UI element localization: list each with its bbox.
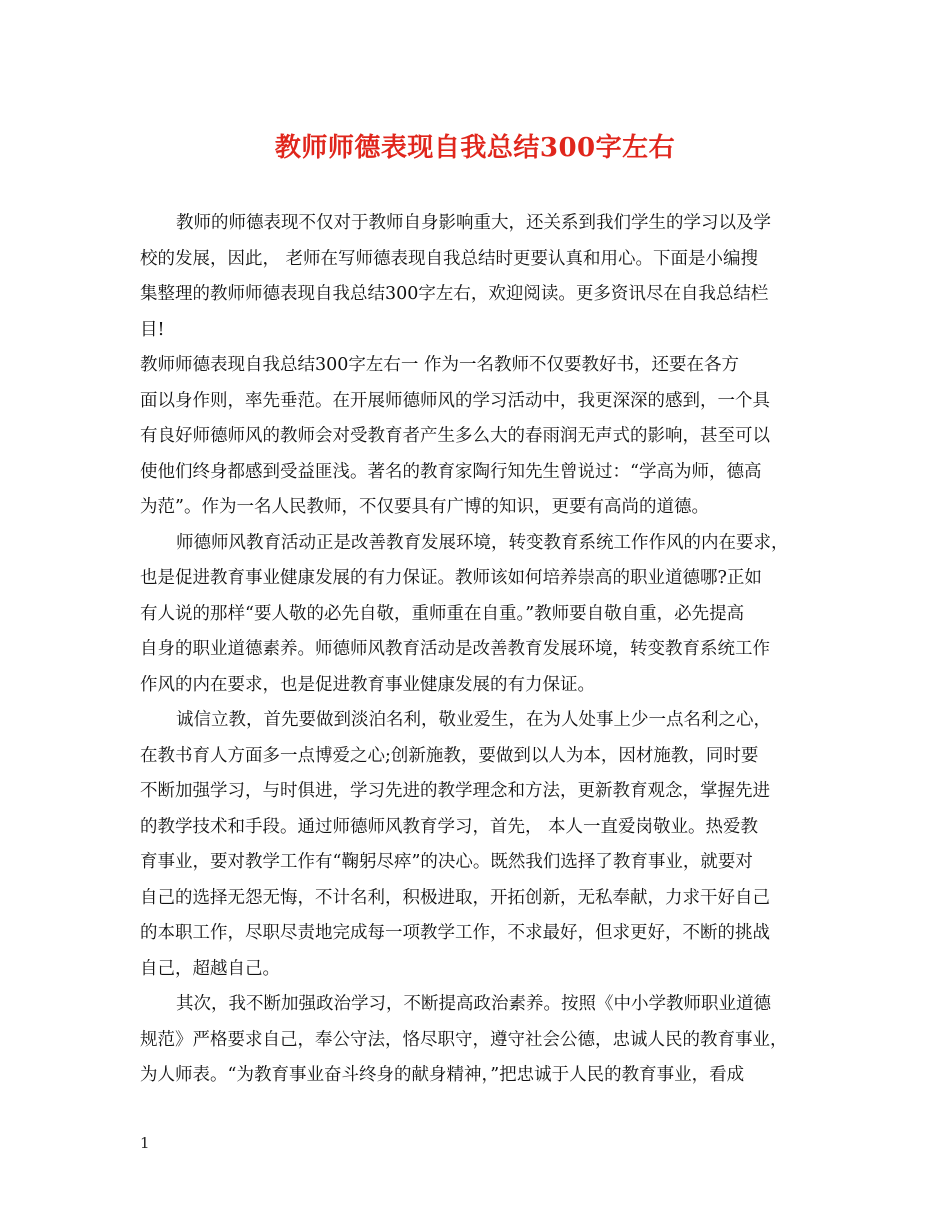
page-number: 1 xyxy=(140,1134,150,1152)
body-line: 为范”。作为一名人民教师，不仅要具有广博的知识，更要有高尚的道德。 xyxy=(140,497,709,517)
body-line: 面以身作则，率先垂范。在开展师德师风的学习活动中，我更深深的感到，一个具 xyxy=(140,390,770,411)
body-line: 为人师表。“为教育事业奋斗终身的献身精神，”把忠诚于人民的教育事业，看成 xyxy=(140,1065,745,1085)
body-line: 规范》严格要求自己，奉公守法，恪尽职守，遵守社会公德，忠诚人民的教育事业， xyxy=(140,1029,788,1050)
body-line: 校的发展，因此， 老师在写师德表现自我总结时更要认真和用心。下面是小编搜 xyxy=(140,248,759,269)
body-line: 的本职工作，尽职尽责地完成每一项教学工作，不求最好，但求更好，不断的挑战 xyxy=(140,923,770,943)
body-line: 自身的职业道德素养。师德师风教育活动是改善教育发展环境，转变教育系统工作 xyxy=(140,639,770,659)
body-line: 也是促进教育事业健康发展的有力保证。教师该如何培养崇高的职业道德哪?正如 xyxy=(140,568,762,588)
body-line: 使他们终身都感到受益匪浅。著名的教育家陶行知先生曾说过：“学高为师，德高 xyxy=(140,461,762,482)
body-line: 作风的内在要求，也是促进教育事业健康发展的有力保证。 xyxy=(140,674,595,695)
body-line: 教师师德表现自我总结300字左右一 作为一名教师不仅要教好书，还要在各方 xyxy=(140,355,739,375)
document-body xyxy=(140,206,815,1094)
document-title: 教师师德表现自我总结300字左右 xyxy=(274,133,676,163)
body-line: 有人说的那样“要人敬的必先自敬，重师重在自重。”教师要自敬自重，必先提高 xyxy=(140,603,745,624)
body-line: 集整理的教师师德表现自我总结300字左右，欢迎阅读。更多资讯尽在自我总结栏 xyxy=(140,284,769,304)
body-line: 其次，我不断加强政治学习，不断提高政治素养。按照《中小学教师职业道德 xyxy=(176,994,771,1014)
body-line: 教师的师德表现不仅对于教师自身影响重大，还关系到我们学生的学习以及学 xyxy=(176,213,771,233)
body-line: 自己，超越自己。 xyxy=(140,958,280,979)
body-line: 师德师风教育活动正是改善教育发展环境，转变教育系统工作作风的内在要求， xyxy=(176,532,789,553)
body-line: 不断加强学习，与时俱进，学习先进的教学理念和方法，更新教育观念，掌握先进 xyxy=(140,781,770,801)
body-line: 目! xyxy=(140,319,165,340)
body-line: 育事业，要对教学工作有“鞠躬尽瘁”的决心。既然我们选择了教育事业，就要对 xyxy=(140,852,753,872)
body-line: 在教书育人方面多一点博爱之心;创新施教，要做到以人为本，因材施教，同时要 xyxy=(140,745,759,766)
body-line: 诚信立教，首先要做到淡泊名利，敬业爱生，在为人处事上少一点名利之心， xyxy=(176,710,771,730)
body-line: 自己的选择无怨无悔，不计名利，积极进取，开拓创新，无私奉献，力求干好自己 xyxy=(140,887,770,908)
body-line: 有良好师德师风的教师会对受教育者产生多么大的春雨润无声式的影响，甚至可以 xyxy=(140,426,770,446)
body-line: 的教学技术和手段。通过师德师风教育学习，首先， 本人一直爱岗敬业。热爱教 xyxy=(140,816,759,837)
